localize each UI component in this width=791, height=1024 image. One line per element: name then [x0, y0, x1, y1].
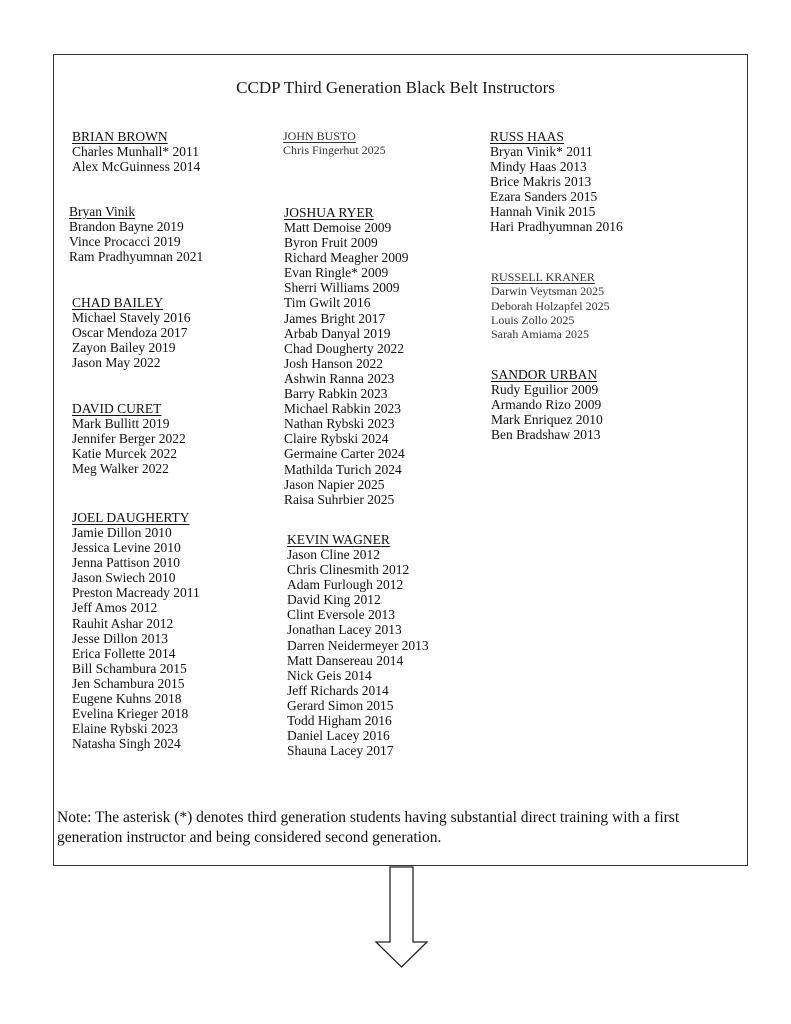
student-entry: Jeff Amos 2012 — [72, 600, 158, 616]
instructor-name: JOSHUA RYER — [284, 205, 374, 220]
group-russ-haas — [490, 129, 623, 235]
student-entry: Richard Meagher 2009 — [284, 250, 409, 266]
student-entry: Tim Gwilt 2016 — [284, 295, 371, 311]
student-entry: Evan Ringle* 2009 — [284, 265, 389, 281]
student-entry: Natasha Singh 2024 — [72, 736, 181, 752]
student-entry: Jessica Levine 2010 — [72, 540, 181, 556]
student-entry: Jason Swiech 2010 — [72, 570, 176, 586]
student-entry: Erica Follette 2014 — [72, 645, 176, 661]
group-joel-daugherty — [72, 510, 200, 751]
student-entry: Darwin Veytsman 2025 — [491, 284, 605, 299]
instructor-name: DAVID CURET — [72, 401, 162, 416]
student-entry: Raisa Suhrbier 2025 — [284, 491, 395, 507]
student-entry: Jenna Pattison 2010 — [72, 555, 180, 571]
student-entry: Mathilda Turich 2024 — [284, 461, 402, 477]
student-entry: Barry Rabkin 2023 — [284, 386, 388, 402]
student-entry: Ben Bradshaw 2013 — [491, 427, 601, 443]
student-entry: Germaine Carter 2024 — [284, 446, 405, 462]
student-entry: Hari Pradhyumnan 2016 — [490, 219, 623, 235]
student-entry: Charles Munhall* 2011 — [72, 144, 199, 159]
student-entry: David King 2012 — [287, 592, 381, 608]
student-entry: Jason Cline 2012 — [287, 547, 380, 562]
group-david-curet — [72, 401, 186, 476]
student-entry: Rudy Eguilior 2009 — [491, 382, 599, 397]
student-entry: Chris Clinesmith 2012 — [287, 562, 410, 578]
student-entry: Josh Hanson 2022 — [284, 355, 384, 371]
page-title: CCDP Third Generation Black Belt Instructors — [236, 78, 555, 97]
instructor-name: CHAD BAILEY — [72, 295, 164, 310]
down-arrow-icon — [370, 866, 434, 970]
student-entry: Gerard Simon 2015 — [287, 697, 394, 713]
student-entry: Alex McGuinness 2014 — [72, 159, 201, 175]
student-entry: Matt Demoise 2009 — [284, 220, 392, 235]
student-entry: Preston Macready 2011 — [72, 585, 200, 601]
student-entry: Daniel Lacey 2016 — [287, 728, 390, 744]
student-entry: Matt Dansereau 2014 — [287, 652, 404, 668]
student-entry: Michael Rabkin 2023 — [284, 401, 401, 417]
student-entry: Deborah Holzapfel 2025 — [491, 298, 610, 313]
student-entry: Michael Stavely 2016 — [72, 310, 191, 325]
student-entry: Byron Fruit 2009 — [284, 235, 378, 251]
student-entry: Darren Neidermeyer 2013 — [287, 637, 429, 653]
student-entry: Shauna Lacey 2017 — [287, 743, 394, 759]
instructor-name: SANDOR URBAN — [491, 367, 598, 382]
student-entry: Ezara Sanders 2015 — [490, 189, 598, 205]
student-entry: Oscar Mendoza 2017 — [72, 325, 188, 341]
student-entry: Jennifer Berger 2022 — [72, 431, 186, 447]
student-entry: Clint Eversole 2013 — [287, 607, 395, 623]
student-entry: Chris Fingerhut 2025 — [283, 143, 386, 158]
student-entry: Hannah Vinik 2015 — [490, 204, 596, 220]
student-entry: Jen Schambura 2015 — [72, 675, 185, 691]
student-entry: Elaine Rybski 2023 — [72, 721, 178, 737]
student-entry: Mark Enriquez 2010 — [491, 412, 603, 428]
student-entry: Zayon Bailey 2019 — [72, 340, 176, 356]
instructor-name: RUSSELL KRANER — [491, 270, 595, 284]
instructor-name: KEVIN WAGNER — [287, 532, 390, 547]
student-entry: Jeff Richards 2014 — [287, 682, 389, 698]
student-entry: Brice Makris 2013 — [490, 174, 592, 190]
student-entry: Claire Rybski 2024 — [284, 431, 389, 447]
student-entry: Katie Murcek 2022 — [72, 446, 177, 462]
instructor-name: BRIAN BROWN — [72, 129, 168, 144]
student-entry: Jonathan Lacey 2013 — [287, 622, 402, 638]
student-entry: Louis Zollo 2025 — [491, 312, 575, 327]
student-entry: Armando Rizo 2009 — [491, 397, 602, 413]
student-entry: Sarah Amiama 2025 — [491, 327, 589, 342]
instructor-name: JOEL DAUGHERTY — [72, 510, 190, 525]
student-entry: Jason Napier 2025 — [284, 476, 385, 492]
student-entry: Evelina Krieger 2018 — [72, 706, 189, 722]
group-chad-bailey — [72, 295, 190, 370]
group-kevin-wagner — [287, 532, 429, 758]
group-russell-kraner — [491, 270, 610, 341]
group-brian-brown — [72, 129, 200, 174]
group-john-busto — [283, 129, 386, 158]
footnote: Note: The asterisk (*) denotes third generation students having substantial direct training with a first generation instructor and being considered second generation. — [57, 809, 680, 846]
student-entry: Bryan Vinik* 2011 — [490, 144, 593, 159]
student-entry: Sherri Williams 2009 — [284, 280, 400, 296]
student-entry: Brandon Bayne 2019 — [69, 219, 184, 234]
instructor-name: RUSS HAAS — [490, 129, 564, 144]
student-entry: Ram Pradhyumnan 2021 — [69, 249, 204, 265]
student-entry: Eugene Kuhns 2018 — [72, 691, 182, 707]
student-entry: Bill Schambura 2015 — [72, 660, 187, 676]
student-entry: Mark Bullitt 2019 — [72, 416, 170, 431]
instructor-name: JOHN BUSTO — [283, 129, 356, 143]
student-entry: Jesse Dillon 2013 — [72, 630, 168, 646]
student-entry: Jason May 2022 — [72, 355, 161, 371]
student-entry: Chad Dougherty 2022 — [284, 340, 404, 356]
student-entry: Vince Procacci 2019 — [69, 234, 181, 250]
student-entry: Meg Walker 2022 — [72, 461, 169, 477]
student-entry: Adam Furlough 2012 — [287, 577, 404, 593]
student-entry: Todd Higham 2016 — [287, 713, 392, 729]
group-bryan-vinik — [69, 204, 203, 264]
student-entry: Nathan Rybski 2023 — [284, 416, 395, 432]
student-entry: James Bright 2017 — [284, 310, 386, 326]
student-entry: Nick Geis 2014 — [287, 667, 372, 683]
group-joshua-ryer — [284, 205, 408, 507]
instructor-name: Bryan Vinik — [69, 204, 136, 219]
student-entry: Jamie Dillon 2010 — [72, 525, 172, 540]
student-entry: Arbab Danyal 2019 — [284, 325, 391, 341]
group-sandor-urban — [491, 367, 603, 442]
student-entry: Ashwin Ranna 2023 — [284, 370, 395, 386]
student-entry: Mindy Haas 2013 — [490, 159, 587, 175]
student-entry: Rauhit Ashar 2012 — [72, 615, 174, 631]
